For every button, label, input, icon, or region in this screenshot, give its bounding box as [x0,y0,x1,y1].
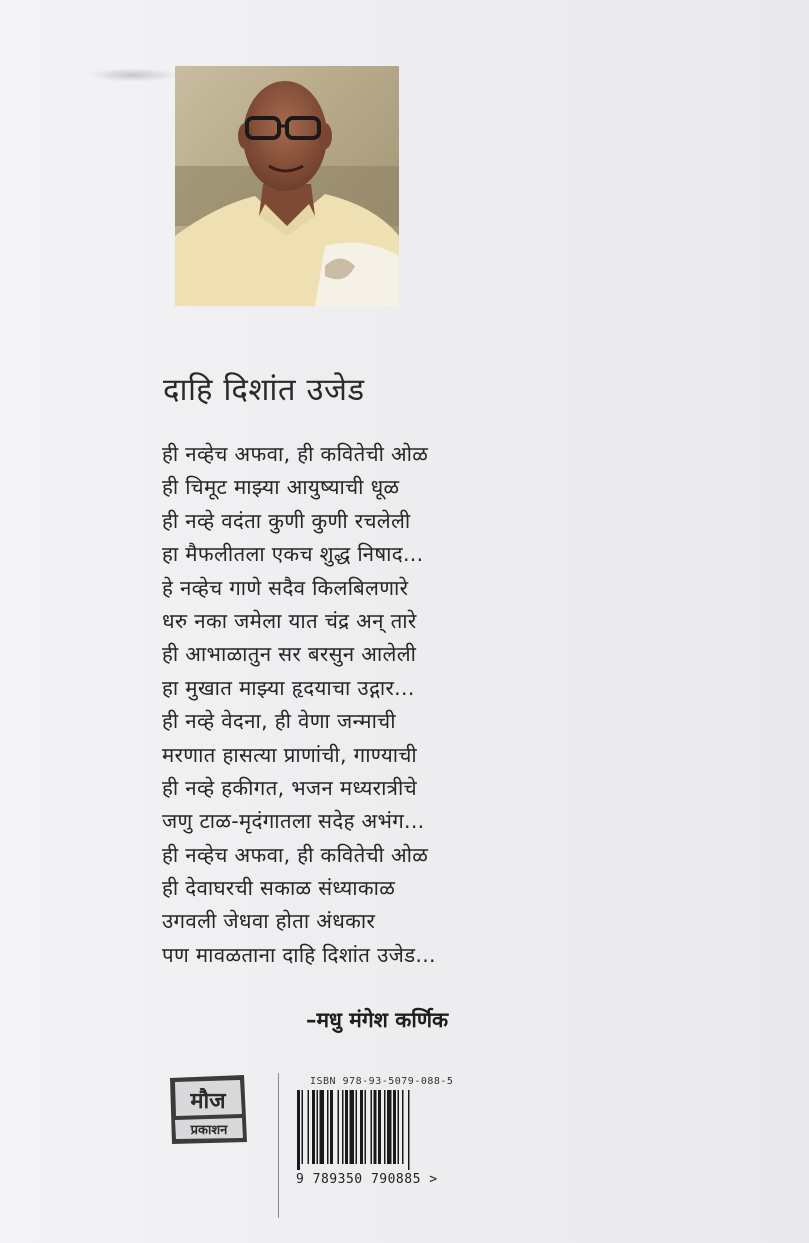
barcode-bar [365,1090,367,1164]
barcode-bar [371,1090,373,1164]
poem-line: ही नव्हे वेदना, ही वेणा जन्माची [162,709,396,734]
barcode-bar [320,1090,325,1164]
scratch-mark [88,68,178,82]
divider-line [278,1073,279,1218]
barcode-bar [312,1090,315,1164]
poem-line: पण मावळताना दाहि दिशांत उजेड... [162,942,436,967]
barcode-bar [393,1090,396,1164]
poem-line: ही आभाळातुन सर बरसुन आलेली [162,642,417,667]
barcode-bar [327,1090,329,1164]
barcode-bar [350,1090,355,1164]
barcode-digits: 9 789350 790885 > [296,1172,438,1187]
poem-line: हा मैफलीतला एकच शुद्ध निषाद... [162,542,424,567]
isbn-label: ISBN 978-93-5079-088-5 [310,1076,454,1087]
poem-line: उगवली जेधवा होता अंधकार [162,909,376,934]
poem-line: मरणात हासत्या प्राणांची, गाण्याची [162,742,417,767]
poem-line: ही चिमूट माझ्या आयुष्याची धूळ [162,475,400,500]
barcode-bar [342,1090,344,1164]
barcode [295,1090,455,1170]
barcode-bar [360,1090,363,1164]
poem-line: ही नव्हेच अफवा, ही कवितेची ओळ [162,842,429,867]
poem-line: धरु नका जमेला यात चंद्र अन् तारे [162,608,417,633]
barcode-bar [330,1090,333,1164]
barcode-bar [384,1090,386,1164]
barcode-bar [356,1090,358,1164]
logo-word: मौज [190,1089,226,1114]
poem-line: ही नव्हेच अफवा, ही कवितेची ओळ [162,442,429,466]
barcode-bar [378,1090,381,1164]
poem-line: ही देवाघरची सकाळ संध्याकाळ [162,876,396,901]
barcode-bar [408,1090,410,1170]
barcode-bar [345,1090,348,1164]
logo-subword: प्रकाशन [190,1123,228,1138]
poem-line: हे नव्हेच गाणे सदैव किलबिलणारे [162,575,409,600]
poem-line: ही नव्हे हकीगत, भजन मध्यरात्रीचे [162,775,417,800]
barcode-bar [308,1090,310,1164]
barcode-bar [387,1090,392,1164]
barcode-bar [374,1090,377,1164]
barcode-bar [398,1090,400,1164]
barcode-bar [317,1090,319,1164]
barcode-bar [297,1090,300,1170]
barcode-bar [402,1090,404,1164]
author-signature: –मधु मंगेश कर्णिक [306,1008,449,1032]
poem-line: ही नव्हे वदंता कुणी कुणी रचलेली [162,508,411,533]
poem-line: जणु टाळ-मृदंगातला सदेह अभंग... [162,809,425,834]
barcode-bar [338,1090,340,1164]
barcode-bar [302,1090,304,1164]
publisher-logo-icon [166,1072,250,1146]
poem [162,438,482,972]
author-photo [175,66,399,306]
poem-line: हा मुखात माझ्या हृदयाचा उद्गार... [162,675,415,700]
book-title: दाहि दिशांत उजेड [163,372,365,408]
